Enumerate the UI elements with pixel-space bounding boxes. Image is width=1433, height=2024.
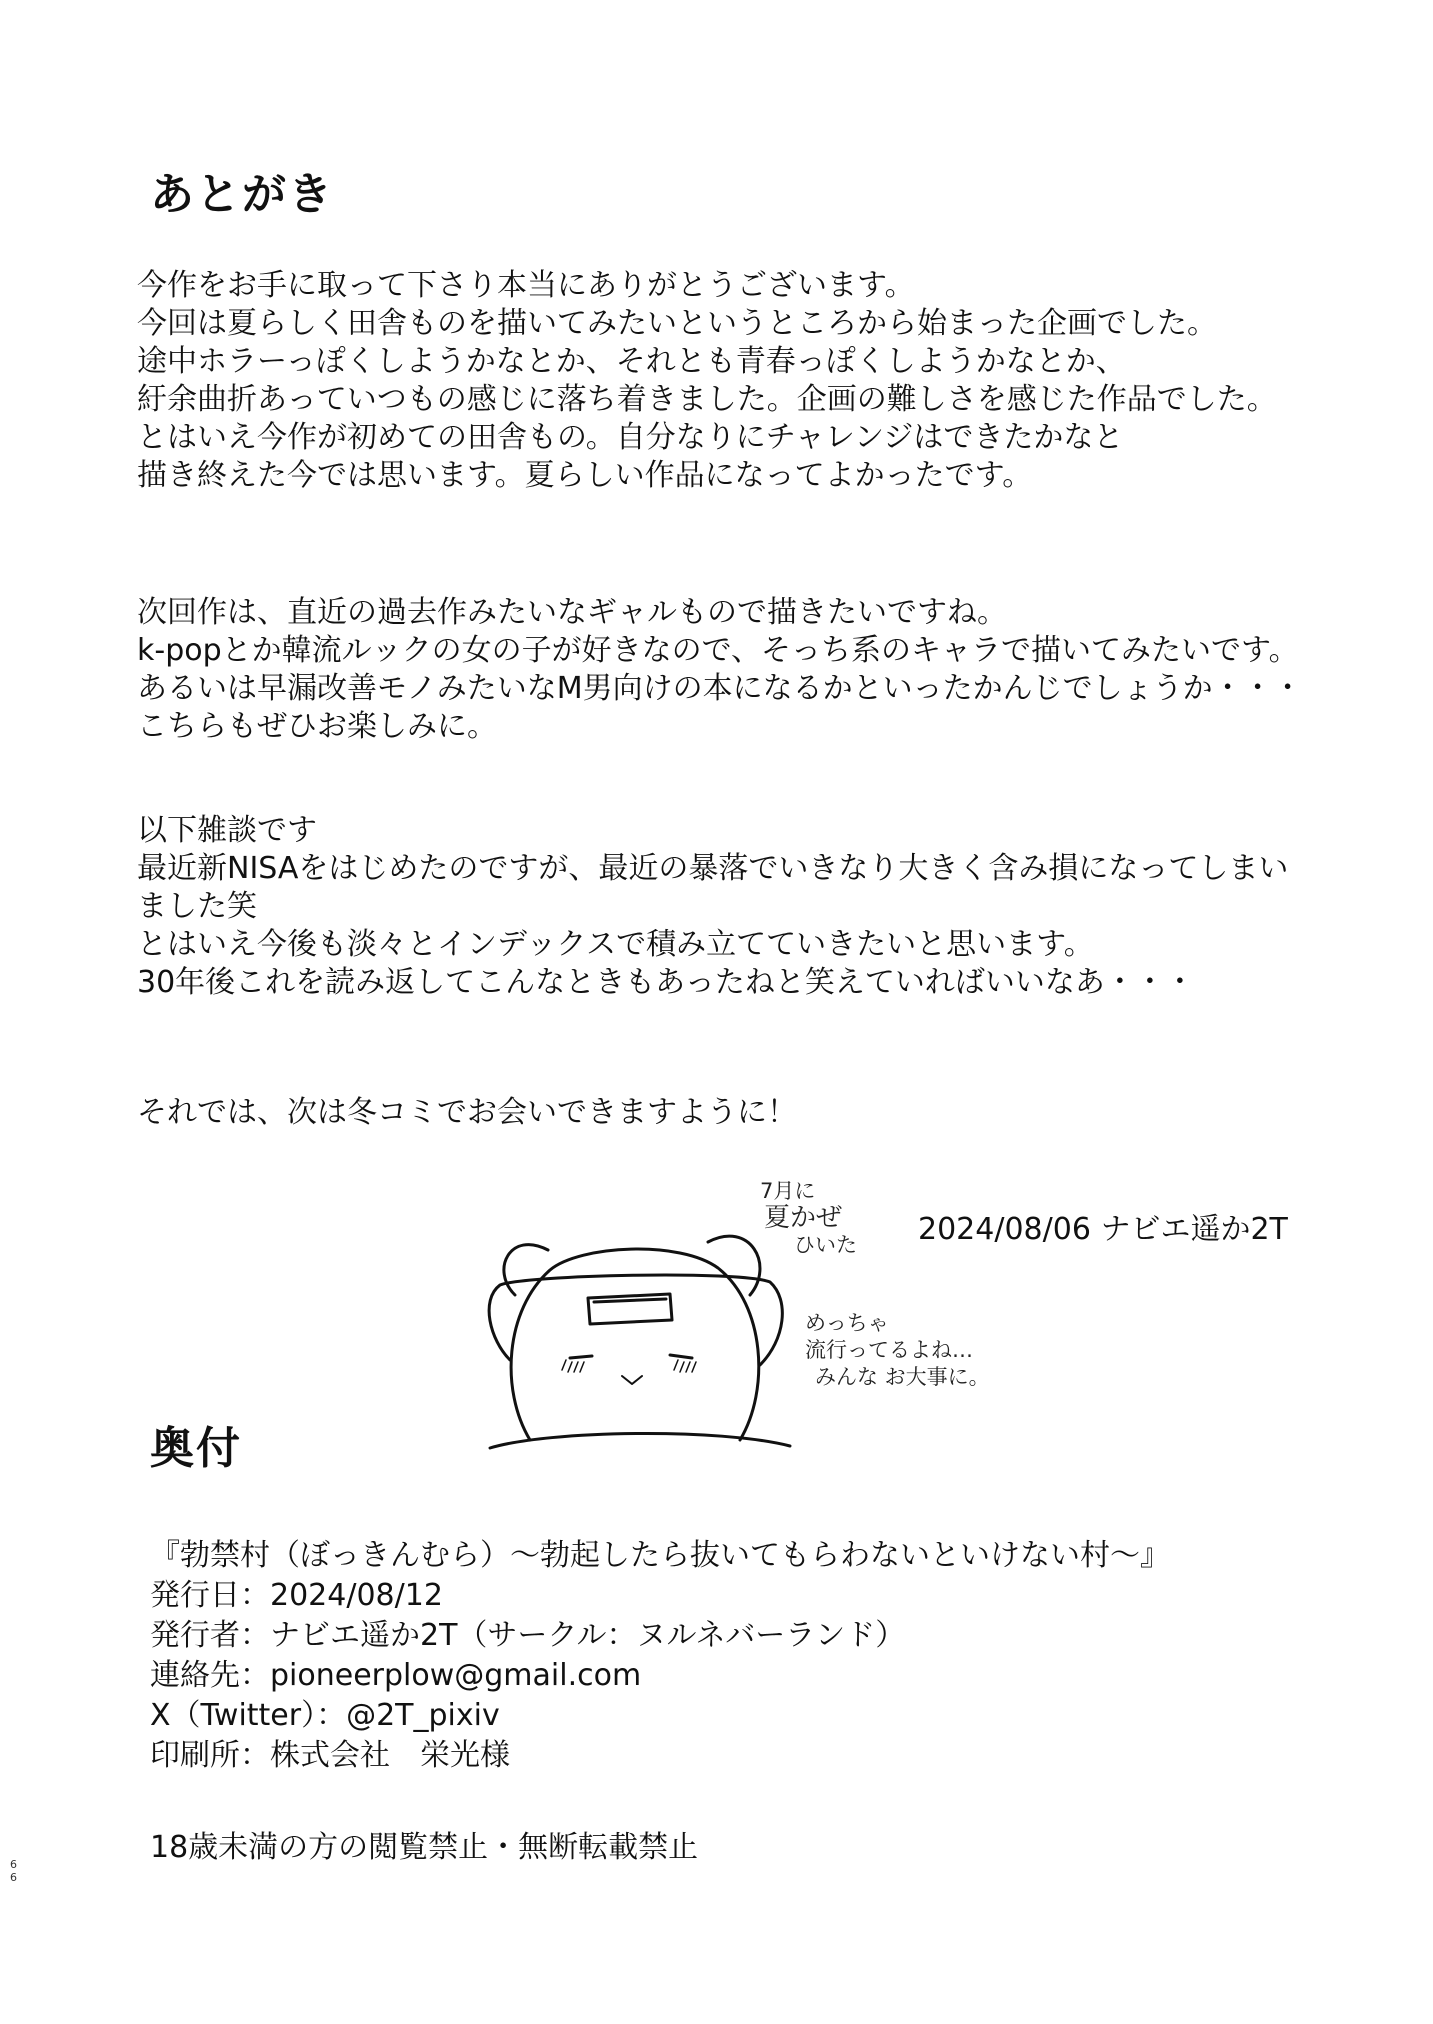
sketch-note-line: めっちゃ xyxy=(805,1311,889,1335)
text-line: 途中ホラーっぽくしようかなとか、それとも青春っぽくしようかなとか、 xyxy=(137,344,1126,379)
printer: 印刷所：株式会社 栄光様 xyxy=(150,1738,510,1773)
text-line: 以下雑談です xyxy=(137,813,317,848)
text-line: 30年後これを読み返してこんなときもあったねと笑えていればいいなあ・・・ xyxy=(137,965,1195,1000)
sketch-note-take-care xyxy=(805,1310,990,1391)
text-line: あるいは早漏改善モノみたいなM男向けの本になるかといったかんじでしょうか・・・ xyxy=(137,671,1303,706)
sketch-note-line: 7月に xyxy=(760,1179,816,1203)
sketch-note-cold xyxy=(760,1178,857,1259)
twitter-handle: X（Twitter）：@2T_pixiv xyxy=(150,1698,500,1733)
page-number-digit: 6 xyxy=(10,1871,17,1884)
page-number-digit: 6 xyxy=(10,1858,17,1871)
afterword-heading: あとがき xyxy=(150,169,334,220)
text-line: 次回作は、直近の過去作みたいなギャルもので描きたいですね。 xyxy=(137,595,1007,630)
sleeping-bear-illustration xyxy=(470,1190,800,1450)
sketch-note-line: 流行ってるよね… xyxy=(805,1338,973,1362)
sketch-note-line: ひいた xyxy=(794,1233,857,1257)
text-line: 今作をお手に取って下さり本当にありがとうございます。 xyxy=(137,268,915,303)
text-line: こちらもぜひお楽しみに。 xyxy=(137,709,497,744)
afterword-paragraph-3 xyxy=(137,812,1288,1002)
text-line: ました笑 xyxy=(137,889,257,924)
page-number xyxy=(10,1858,17,1884)
text-line: とはいえ今後も淡々とインデックスで積み立てていきたいと思います。 xyxy=(137,927,1094,962)
text-line: 紆余曲折あっていつもの感じに落ち着きました。企画の難しさを感じた作品でした。 xyxy=(137,382,1277,417)
contact-email: 連絡先：pioneerplow@gmail.com xyxy=(150,1658,642,1693)
afterword-paragraph-1 xyxy=(137,267,1277,495)
sketch-note-line: 夏かぜ xyxy=(764,1203,843,1233)
text-line: 今回は夏らしく田舎ものを描いてみたいというところから始まった企画でした。 xyxy=(137,306,1217,341)
text-line: とはいえ今作が初めての田舎もの。自分なりにチャレンジはできたかなと xyxy=(137,420,1124,455)
book-title: 『勃禁村（ぼっきんむら）～勃起したら抜いてもらわないといけない村～』 xyxy=(150,1538,1170,1573)
text-line: 最近新NISAをはじめたのですが、最近の暴落でいきなり大きく含み損になってしまい xyxy=(137,851,1289,886)
date-signature: 2024/08/06 ナビエ遥か2T xyxy=(918,1212,1288,1247)
colophon-details xyxy=(150,1536,1170,1776)
sketch-note-line: みんな お大事に。 xyxy=(815,1365,990,1389)
publish-date: 発行日：2024/08/12 xyxy=(150,1578,443,1613)
closing-line: それでは、次は冬コミでお会いできますように！ xyxy=(137,1095,797,1130)
publisher: 発行者：ナビエ遥か2T（サークル：ヌルネバーランド） xyxy=(150,1618,906,1653)
text-line: 描き終えた今では思います。夏らしい作品になってよかったです。 xyxy=(137,458,1033,493)
afterword-paragraph-2 xyxy=(137,594,1303,746)
colophon-heading: 奥付 xyxy=(150,1423,242,1474)
age-restriction-notice: 18歳未満の方の閲覧禁止・無断転載禁止 xyxy=(150,1830,699,1865)
text-line: k-popとか韓流ルックの女の子が好きなので、そっち系のキャラで描いてみたいです。 xyxy=(137,633,1299,668)
